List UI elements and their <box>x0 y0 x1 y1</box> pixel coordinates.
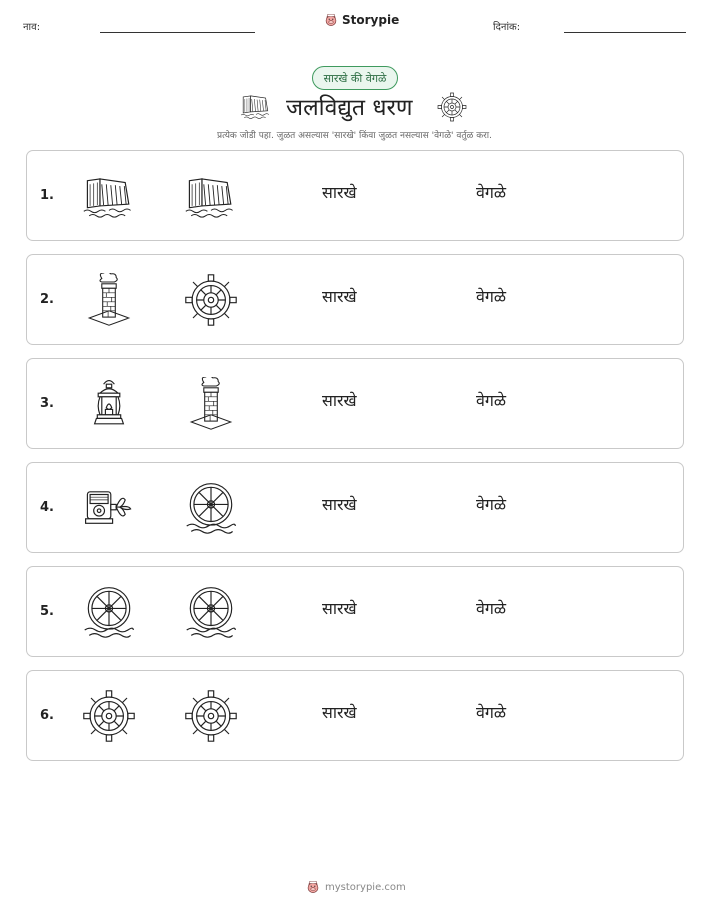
question-number: 4. <box>40 500 54 515</box>
question-card <box>26 150 684 241</box>
option-different[interactable]: वेगळे <box>476 703 507 722</box>
dam-icon <box>82 169 136 223</box>
brand-name: Storypie <box>342 13 400 27</box>
option-same[interactable]: सारखे <box>322 287 357 306</box>
option-different[interactable]: वेगळे <box>476 183 507 202</box>
question-card <box>26 462 684 553</box>
question-number: 2. <box>40 292 54 307</box>
date-field[interactable] <box>564 32 686 33</box>
question-number: 6. <box>40 708 54 723</box>
water-wheel-icon <box>184 481 238 535</box>
option-different[interactable]: वेगळे <box>476 495 507 514</box>
question-card <box>26 670 684 761</box>
footer-site: mystorypie.com <box>325 881 406 893</box>
name-label: नाव: <box>23 22 41 33</box>
instructions: प्रत्येक जोडी पहा. जुळत असल्यास 'सारखे' किंवा जुळत नसल्यास 'वेगळे' वर्तुळ करा. <box>216 131 492 141</box>
option-different[interactable]: वेगळे <box>476 287 507 306</box>
question-card <box>26 566 684 657</box>
question-number: 1. <box>40 188 54 203</box>
ship-wheel-icon <box>184 689 238 743</box>
option-same[interactable]: सारखे <box>322 183 357 202</box>
storypie-pig-icon <box>324 13 338 27</box>
question-number: 3. <box>40 396 54 411</box>
water-wheel-icon <box>184 585 238 639</box>
date-label: दिनांक: <box>493 22 521 33</box>
lantern-icon <box>82 377 136 431</box>
ship-wheel-icon <box>437 92 467 122</box>
dam-icon <box>184 169 238 223</box>
chimney-icon <box>184 377 238 431</box>
question-card <box>26 358 684 449</box>
option-same[interactable]: सारखे <box>322 599 357 618</box>
option-same[interactable]: सारखे <box>322 391 357 410</box>
worksheet-type-badge: सारखे की वेगळे <box>312 66 398 90</box>
brand-logo <box>324 13 399 27</box>
option-same[interactable]: सारखे <box>322 495 357 514</box>
title-row <box>240 90 470 124</box>
dam-icon <box>240 92 272 120</box>
turbine-generator-icon <box>82 481 136 535</box>
option-same[interactable]: सारखे <box>322 703 357 722</box>
page-title: जलविद्युत धरण <box>286 95 413 121</box>
question-number: 5. <box>40 604 54 619</box>
option-different[interactable]: वेगळे <box>476 391 507 410</box>
footer <box>306 880 406 894</box>
storypie-pig-icon <box>306 880 320 894</box>
ship-wheel-icon <box>82 689 136 743</box>
question-card <box>26 254 684 345</box>
water-wheel-icon <box>82 585 136 639</box>
ship-wheel-icon <box>184 273 238 327</box>
name-field[interactable] <box>100 32 255 33</box>
chimney-icon <box>82 273 136 327</box>
option-different[interactable]: वेगळे <box>476 599 507 618</box>
